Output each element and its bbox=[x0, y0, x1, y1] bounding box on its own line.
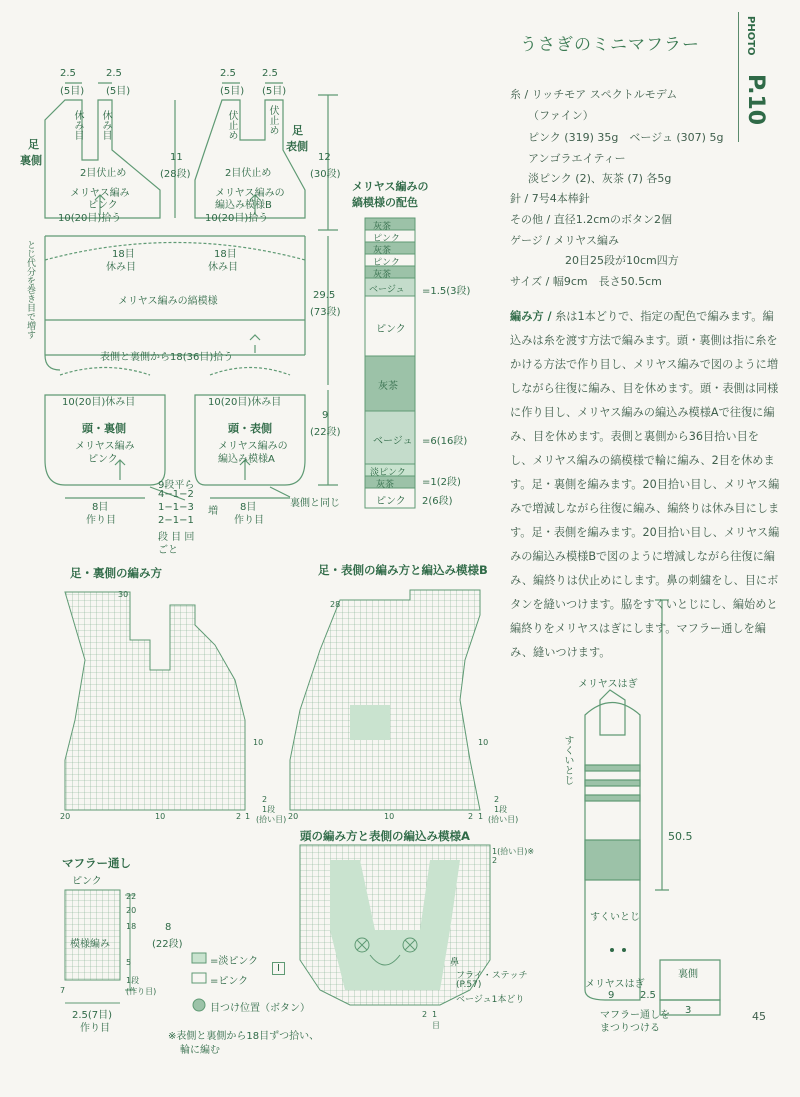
pickup-36-label: 表側と裏側から18(36目)拾う bbox=[100, 352, 234, 363]
loop-h8: 8 bbox=[165, 922, 172, 933]
chart-a-col2: 2 bbox=[236, 812, 242, 821]
stripe-row-8: ベージュ bbox=[373, 436, 413, 447]
stripe-row-11: ピンク bbox=[376, 496, 406, 507]
stripe-row-3: ピンク bbox=[373, 258, 400, 268]
stripe-note-1: =1.5(3段) bbox=[422, 286, 471, 297]
pick-label-2: 10(20目)拾う bbox=[205, 213, 269, 224]
chart-b-row1s: (拾い目) bbox=[488, 815, 519, 824]
loop-r22: 22 bbox=[126, 892, 137, 901]
finish-sukui: すくいとじ bbox=[562, 735, 573, 785]
dim-h295s: (73段) bbox=[310, 307, 341, 318]
instructions-text: 糸は1本どりで、指定の配色で編みます。編込みは糸を渡す方法で編みます。頭・裏側は指に糸をかける方法で作り目し、メリヤス編みで図のように増しながら往復に編み、目を休めます。頭・表側は同様に作り目し、メリヤス編みの編込み模様Aで往復に編み、目を休めます。表側と裏側から36目拾い目をし、メリヤス編みの縞模様で輪に編み、2目を休めます。足・裏側を編みます。20目拾い目し、メリヤス編みで増減しながら往復に編み、編終りは休み目にします。足・表側を編みます。20目拾い目し、メリヤス編みの編込み模様Bで図のように増減しながら往復に編み、編終りは伏止めにします。鼻の刺繍をし、目にボタンを縫いつけます。脇をすくいとじにし、編始めと編終りをメリヤスはぎにします。マフラー通しを編み、縫いつけます。 bbox=[510, 310, 780, 659]
stripe-row-4: 灰茶 bbox=[373, 270, 392, 280]
loop-r5: 5 bbox=[126, 958, 132, 967]
loop-w25: 2.5(7目) bbox=[72, 1010, 113, 1021]
stripe-row-10: 灰茶 bbox=[376, 480, 395, 490]
chart-a-col1: 1 bbox=[245, 812, 251, 821]
dim-h295: 29.5 bbox=[313, 290, 336, 301]
finish-sukui-2: すくいとじ bbox=[590, 912, 640, 923]
bind-off-1: 2目伏止め bbox=[80, 168, 127, 179]
same-as-back: 裏側と同じ bbox=[290, 498, 340, 509]
chart-b-row28: 28 bbox=[330, 600, 341, 609]
stripe-pattern-label: メリヤス編みの縞模様 bbox=[118, 296, 218, 307]
dim-h11s: (28段) bbox=[160, 169, 191, 180]
dim-h12s: (30段) bbox=[310, 169, 341, 180]
dim-h12: 12 bbox=[318, 152, 331, 163]
other-value: 直径1.2cmのボタン2個 bbox=[553, 213, 672, 226]
finish-loop-1: マフラー通しを bbox=[600, 1010, 670, 1021]
legend-note-2: 輪に編む bbox=[180, 1045, 220, 1056]
head-front-title: 頭・表側 bbox=[228, 422, 272, 435]
chart-b-col10: 10 bbox=[384, 812, 395, 821]
dim-top-w2s: (5目) bbox=[106, 86, 131, 97]
yarn-label: 糸 / bbox=[510, 88, 529, 101]
finish-w9: 9 bbox=[608, 990, 615, 1001]
page-number: 45 bbox=[752, 1010, 766, 1023]
cast-label-2: 伏止め bbox=[267, 105, 278, 135]
rest-label-2: 休み目 bbox=[100, 110, 111, 140]
head-front-sub2: 編込み模様A bbox=[218, 454, 275, 465]
side-note: とじ代分を巻き目で増す bbox=[25, 240, 35, 339]
loop-h8s: (22段) bbox=[152, 939, 183, 950]
size-value: 幅9cm 長さ50.5cm bbox=[552, 275, 662, 288]
head-back-sub1: メリヤス編み bbox=[75, 441, 135, 452]
rest18b: 18目 bbox=[214, 249, 237, 260]
nose-label: 鼻 bbox=[450, 958, 460, 968]
stock-pink-1: メリヤス編み bbox=[70, 188, 130, 199]
finish-w3: 3 bbox=[685, 1005, 692, 1016]
dim-top-w1: 2.5 bbox=[60, 68, 76, 79]
head-col1s: 目 bbox=[432, 1021, 440, 1030]
finish-length: 50.5 bbox=[668, 830, 693, 843]
head-rest-1: 10(20目)休み目 bbox=[62, 397, 136, 408]
inc-row4: 2−1−1 bbox=[158, 515, 194, 526]
finish-loop-2: まつりつける bbox=[600, 1023, 660, 1034]
head-chart-title: 頭の編み方と表側の編込み模様A bbox=[300, 829, 470, 843]
legend-button: 目つけ位置（ボタン） bbox=[210, 1003, 310, 1014]
yarn-line4: アンゴラエイティー bbox=[528, 152, 626, 165]
needle-label: 針 / bbox=[510, 192, 529, 205]
chart-a-row10: 10 bbox=[253, 738, 264, 747]
chart-a-row1: 1段 bbox=[262, 805, 276, 814]
gauge-value2: 20目25段が10cm四方 bbox=[565, 254, 679, 267]
dim-h9s: (22段) bbox=[310, 427, 341, 438]
stripe-row-2: 灰茶 bbox=[373, 246, 392, 256]
dim-top-w4: 2.5 bbox=[262, 68, 278, 79]
legend-pink: =ピンク bbox=[210, 976, 249, 987]
dim-h9: 9 bbox=[322, 410, 329, 421]
yarn-line1: リッチモア スペクトルモデム bbox=[531, 88, 678, 101]
fly-stitch-ref: (P.57) bbox=[456, 980, 482, 990]
yarn-line3: ピンク (319) 35g ベージュ (307) 5g bbox=[528, 131, 724, 144]
pick-label-1: 10(20目)拾う bbox=[58, 213, 122, 224]
chart-b-row2: 2 bbox=[494, 795, 500, 804]
chart-b-row10: 10 bbox=[478, 738, 489, 747]
dim-top-w4s: (5目) bbox=[262, 86, 287, 97]
stock-b-1: メリヤス編みの bbox=[215, 188, 285, 199]
cast8b: 8目 bbox=[240, 502, 257, 513]
head-front-sub1: メリヤス編みの bbox=[218, 441, 288, 452]
rest-label-1: 休み目 bbox=[72, 110, 83, 140]
stripe-row-0: 灰茶 bbox=[373, 222, 392, 232]
stripe-note-2: =6(16段) bbox=[422, 436, 468, 447]
foot-front-label2: 表側 bbox=[286, 140, 308, 153]
inc-row2: 4−1−2 bbox=[158, 489, 194, 500]
head-row1: 1(拾い目)※ bbox=[492, 847, 535, 856]
yarn-line5: 淡ピンク (2)、灰茶 (7) 各5g bbox=[528, 172, 672, 185]
dim-top-w1s: (5目) bbox=[60, 86, 85, 97]
fly-stitch-yarn: ベージュ1本どり bbox=[456, 995, 525, 1005]
head-col2: 2 bbox=[422, 1010, 428, 1019]
loop-r20: 20 bbox=[126, 906, 137, 915]
foot-front-label: 足 bbox=[292, 124, 303, 137]
head-back-sub2: ピンク bbox=[88, 454, 118, 465]
stripe-title-2: 縞模様の配色 bbox=[352, 196, 418, 209]
dim-h11: 11 bbox=[170, 152, 183, 163]
cast8a2: 作り目 bbox=[86, 515, 116, 526]
finish-back: 裏側 bbox=[678, 969, 698, 980]
fly-stitch-label: フライ・ステッチ bbox=[456, 971, 528, 981]
stripe-title-1: メリヤス編みの bbox=[352, 180, 429, 193]
loop-r7: 7 bbox=[60, 986, 66, 995]
stock-pink-2: ピンク bbox=[88, 200, 118, 211]
cast-label-1: 伏止め bbox=[226, 110, 237, 140]
muffler-loop-pattern: 模様編み bbox=[70, 939, 110, 950]
dim-top-w3: 2.5 bbox=[220, 68, 236, 79]
loop-r1: 1段 bbox=[126, 976, 140, 985]
finish-meriyasu-top: メリヤスはぎ bbox=[578, 679, 638, 690]
cast8a: 8目 bbox=[92, 502, 109, 513]
chart-a-row30: 30 bbox=[118, 590, 129, 599]
stripe-note-4: 2(6段) bbox=[422, 496, 453, 507]
gauge-value1: メリヤス編み bbox=[553, 234, 620, 247]
page-title: うさぎのミニマフラー bbox=[520, 35, 700, 55]
size-label: サイズ / bbox=[510, 275, 550, 288]
loop-w25s: 作り目 bbox=[80, 1023, 110, 1034]
legend-note-1: ※表側と裏側から18目ずつ拾い、 bbox=[168, 1031, 320, 1042]
chart-a-row2: 2 bbox=[262, 795, 268, 804]
inc-word: 増 bbox=[208, 506, 218, 517]
dim-top-w3s: (5目) bbox=[220, 86, 245, 97]
rest18a: 18目 bbox=[112, 249, 135, 260]
finish-w25: 2.5 bbox=[640, 990, 656, 1001]
loop-r18: 18 bbox=[126, 922, 137, 931]
stock-b-2: 編込み模様B bbox=[215, 200, 272, 211]
dim-top-w2: 2.5 bbox=[106, 68, 122, 79]
chart-b-col1: 1 bbox=[478, 812, 484, 821]
chart-b-col20: 20 bbox=[288, 812, 299, 821]
instructions-heading: 編み方 / bbox=[510, 310, 552, 323]
foot-back-label: 足 bbox=[28, 138, 39, 151]
photo-page-ref: P.10 bbox=[743, 74, 768, 126]
cast8b2: 作り目 bbox=[234, 515, 264, 526]
inc-row5: 段 目 回 bbox=[158, 532, 195, 543]
legend-box: I bbox=[272, 962, 285, 975]
stripe-row-6: ピンク bbox=[376, 324, 406, 335]
chart-a-row1s: (拾い目) bbox=[256, 815, 287, 824]
stripe-note-3: =1(2段) bbox=[422, 477, 461, 488]
stripe-row-9: 淡ピンク bbox=[370, 468, 406, 478]
muffler-loop-title: マフラー通し bbox=[62, 856, 131, 870]
head-row2: 2 bbox=[492, 856, 498, 865]
finish-meriyasu-bottom: メリヤスはぎ bbox=[585, 979, 645, 990]
bind-off-2: 2目伏止め bbox=[225, 168, 272, 179]
needle-value: 7号4本棒針 bbox=[531, 192, 590, 205]
other-label: その他 / bbox=[510, 213, 551, 226]
chart-a-col10: 10 bbox=[155, 812, 166, 821]
photo-label: PHOTO bbox=[745, 16, 756, 56]
rest18a2: 休み目 bbox=[106, 262, 136, 273]
foot-back-chart-title: 足・裏側の編み方 bbox=[70, 566, 162, 580]
muffler-loop-pink: ピンク bbox=[72, 876, 102, 887]
head-rest-2: 10(20目)休み目 bbox=[208, 397, 282, 408]
head-col1: 1 bbox=[432, 1010, 438, 1019]
foot-back-label2: 裏側 bbox=[20, 154, 42, 167]
inc-row1: 9段平ら bbox=[158, 480, 195, 491]
stripe-row-5: ベージュ bbox=[369, 285, 405, 295]
rest18b2: 休み目 bbox=[208, 262, 238, 273]
chart-b-row1: 1段 bbox=[494, 805, 508, 814]
stripe-row-7: 灰茶 bbox=[378, 381, 398, 392]
inc-row3: 1−1−3 bbox=[158, 502, 194, 513]
stripe-row-1: ピンク bbox=[373, 234, 400, 244]
gauge-label: ゲージ / bbox=[510, 234, 550, 247]
foot-front-chart-title: 足・表側の編み方と編込み模様B bbox=[318, 563, 488, 577]
chart-b-col2: 2 bbox=[468, 812, 474, 821]
head-back-title: 頭・裏側 bbox=[82, 422, 126, 435]
loop-r1s: (作り目) bbox=[126, 987, 157, 996]
chart-a-col20: 20 bbox=[60, 812, 71, 821]
inc-sub: ごと bbox=[158, 545, 178, 556]
yarn-line2: （ファイン） bbox=[528, 109, 594, 122]
legend-light-pink: =淡ピンク bbox=[210, 956, 259, 967]
